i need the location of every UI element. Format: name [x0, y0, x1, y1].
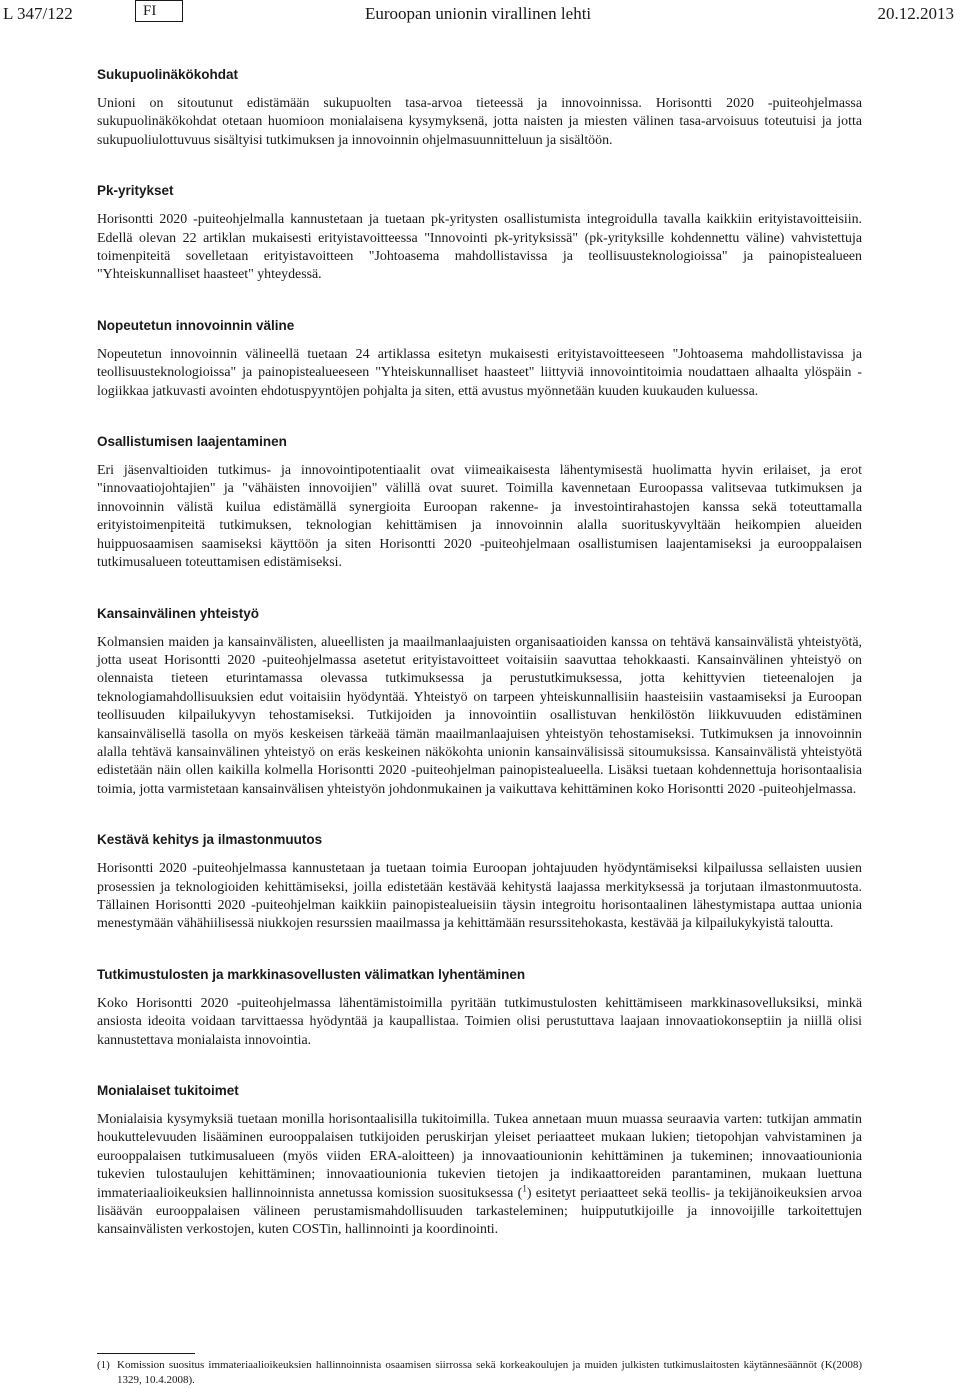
- section-heading: Tutkimustulosten ja markkinasovellusten välimatkan lyhentäminen: [97, 966, 526, 982]
- footnote: [97, 1358, 862, 1388]
- language-code-box: FI: [135, 0, 183, 22]
- section-heading: Nopeutetun innovoinnin väline: [97, 317, 295, 333]
- section-paragraph: Eri jäsenvaltioiden tutkimus- ja innovointipotentiaalit ovat viimeaikaisesta lähentymisestä huolimatta hyvin erilaiset, ja erot "innovaatiojohtajien" ja "vähäisten innovoijien" välillä ovat suuret. Toimilla kavennetaan Euroopassa valitsevaa tutkimuksen ja innovoinnin välistä kuilua edistämällä synergioita Euroopan rakenne- ja investointirahastojen kanssa sekä toteuttamalla erityistoimenpiteitä tutkimuksen, teknologian kehittämisen ja innovoinnin alalla suorituskyvyltään heikompien alueiden huippuosaamisen saamiseksi käyttöön ja siten Horisontti 2020 -puiteohjelmaan osallistumisen laajentamiseksi ja eurooppalaisen tutkimusalueen toteuttamisen edistämiseksi.: [97, 463, 862, 571]
- section-international: [97, 605, 862, 800]
- section-paragraph: Koko Horisontti 2020 -puiteohjelmassa lähentämistoimilla pyritään tutkimustulosten kehittämiseen markkinasovelluksiksi, minkä ansiosta ideoita voidaan tarvittaessa hyödyntää ja kaupallistaa. Toimien olisi perustuttava laajaan innovaatiokonseptiin ja niillä olisi kannustettava monialaista innovointia.: [97, 995, 862, 1048]
- paragraph-text: ) esitetyt periaatteet sekä teollis- ja tekijänoikeuksien arvoa lisäävän eurooppalaisen välineen perustamismahdollisuuden tarkasteleminen; huippututkijoille ja innovoijille tarkoitettujen kansainvälisten verkostojen, kuten COSTin, hallinnointi ja koordinointi.: [97, 1185, 862, 1238]
- section-cross-cutting: [97, 1082, 862, 1240]
- section-paragraph: Kolmansien maiden ja kansainvälisten, alueellisten ja maailmanlaajuisten organisaatioiden kanssa on tehtävä kansainvälistä yhteistyötä, jotta useat Horisontti 2020 -puiteohjelmassa asetetut erityistavoitteet voitaisiin saavuttaa tehokkaasti. Kansainvälinen yhteistyö on olennaista tieteen eturintamassa olevassa tutkimuksessa ja perustutkimuksessa, jotta kehittyvien tieteenalojen ja teknologiamahdollisuuksien edut voitaisiin hyödyntää. Yhteistyö on tarpeen yhteiskunnallisiin haasteisiin vastaamiseksi ja Euroopan teollisuuden kilpailukyvyn tehostamiseksi. Tutkijoiden ja innovointiin osallistuvan henkilöstön liikkuvuuden edistäminen kansainvälisellä tasolla on myös keskeisen tärkeää tämän maailmanlaajuisen yhteistyön tehostamiseksi. Tutkimuksen ja innovoinnin alalla tehtävä kansainvälinen yhteistyö on eräs keskeinen näkökohta unionin kansainvälisissä sitoumuksissa. Kansainvälistä yhteistyötä edistetään näin ollen kaikilla kolmella Horisontti 2020 -puiteohjelman painopistealueella. Lisäksi tuetaan kohdennettuja horisontaalisia toimia, jotta varmistetaan kansainvälisen yhteistyön johdonmukainen ja vaikuttava kehittäminen koko Horisontti 2020 -puiteohjelmassa.: [97, 634, 862, 797]
- footnote-reference[interactable]: 1: [522, 1183, 527, 1193]
- footnote-text: Komission suositus immateriaalioikeuksien hallinnoinnista osaamisen siirrossa sekä korkeakoulujen ja muiden julkisten tutkimuslaitosten käytännesäännöt (K(2008) 1329, 10.4.2008).: [117, 1359, 862, 1386]
- footnote-mark: (1): [97, 1359, 110, 1371]
- section-paragraph: Horisontti 2020 -puiteohjelmassa kannustetaan ja tuetaan toimia Euroopan johtajuuden hyödyntämiseksi kilpailussa sellaisten uusien prosessien ja teknologioiden kehittämiseksi, joilla edistetään kestävää kehitystä laajassa merkityksessä ja torjutaan ilmastonmuutosta. Tällainen Horisontti 2020 -puiteohjelman kaikkiin painopistealueisiin täysin integroitu horisontaalinen lähestymistapa auttaa unionia menestymään vähähiilisessä niukkojen resurssien maailmassa ja kehittämään resurssitehokasta, kestävää ja kilpailukykyistä taloutta.: [97, 861, 862, 932]
- section-paragraph: Horisontti 2020 -puiteohjelmalla kannustetaan ja tuetaan pk-yritysten osallistumista integroidulla tavalla kaikkiin erityistavoitteisiin. Edellä olevan 22 artiklan mukaisesti erityistavoitteessa "Innovointi pk-yrityksissä" (pk-yrityksille kohdennettu väline) vahvistettuja toimenpiteitä sovelletaan erityistavoitteen "Johtoasema mahdollistavissa ja teollisuusteknologioissa" ja painopistealueen "Yhteiskunnalliset haasteet" yhteydessä.: [97, 212, 862, 283]
- section-research-to-market: [97, 966, 862, 1050]
- section-heading: Pk-yritykset: [97, 183, 174, 199]
- section-paragraph: Nopeutetun innovoinnin välineellä tuetaan 24 artiklassa esitetyn mukaisesti erityistavoitteeseen "Johtoasema mahdollistavissa ja teollisuusteknologioissa" ja painopistealueeseen "Yhteiskunnalliset haasteet" liittyviä innovointitoimia noudattaen alhaalta ylöspäin -logiikkaa jatkuvasti avointen ehdotuspyyntöjen pohjalta ja siten, että avustus myönnetään kuuden kuukauden kuluessa.: [97, 346, 862, 399]
- section-heading: Kansainvälinen yhteistyö: [97, 605, 260, 621]
- section-sme: [97, 182, 862, 285]
- section-paragraph: [97, 1111, 862, 1240]
- publication-date: 20.12.2013: [877, 4, 954, 23]
- document-body: [97, 66, 862, 1272]
- section-heading: Sukupuolinäkökohdat: [97, 67, 239, 82]
- section-heading: Osallistumisen laajentaminen: [97, 434, 287, 450]
- section-heading: Monialaiset tukitoimet: [97, 1083, 239, 1098]
- section-widening: [97, 433, 862, 572]
- footnote-divider: [97, 1353, 195, 1354]
- section-gender: [97, 66, 862, 150]
- page-reference: L 347/122: [3, 4, 73, 23]
- paragraph-text: Monialaisia kysymyksiä tuetaan monilla horisontaalisilla tukitoimilla. Tukea annetaan muun muassa seuraavia varten: tutkijan ammatin houkuttelevuuden lisääminen eurooppalaisen tutkijoiden peruskirjan yleiset periaatteet mukaan lukien; tietopohjan vahvistaminen ja eurooppalaisen tutkimusalueen (myös viiden ERA-aloitteen) ja innovaatiounionin kehittäminen ja tukeminen; innovaatiounionia tukevien tulostaulujen kehittäminen; innovaatiounionia tukevien tietojen ja indikaattoreiden parantaminen, mukaan luettuna immateriaalioikeuksien hallinnoinnista annetussa komission suosituksessa (: [97, 1112, 862, 1201]
- section-paragraph: Unioni on sitoutunut edistämään sukupuolten tasa-arvoa tieteessä ja innovoinnissa. Horisontti 2020 -puiteohjelmassa sukupuolinäkökohdat otetaan huomioon monialaisena kysymyksenä, jotta naisten ja miesten välinen tasa-arvoisuus toteutuisi ja jotta sukupuoliulottuvuus sisältyisi tutkimuksen ja innovoinnin ohjelmasuunnitteluun ja sisältöön.: [97, 96, 862, 148]
- section-sustainability: [97, 831, 862, 934]
- section-fast-track: [97, 317, 862, 401]
- page-header: [0, 0, 960, 30]
- journal-title: Euroopan unionin virallinen lehti: [365, 4, 592, 23]
- section-heading: Kestävä kehitys ja ilmastonmuutos: [97, 832, 323, 848]
